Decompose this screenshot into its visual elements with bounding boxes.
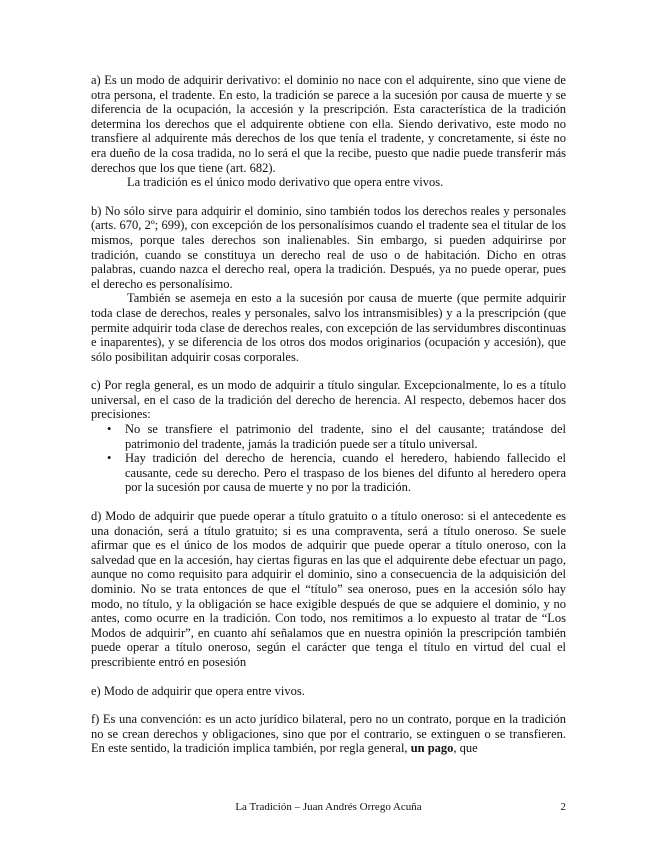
paragraph-d-part1: d) Modo de adquirir que puede operar a título gratuito o a título oneroso: si el antecedente es una donación, será a título gratuito; si es una compraventa, será a título oneroso. Se suele afirmar que es el único de los modos de adquirir que puede operar a título oneroso, con la salvedad que en la accesión, hay ciertas figuras en las que el adquirente debe efectuar un pago, aunque no como requisito para adquirir el dominio, sino a consecuencia de la adquisición del dominio. No se trata entonces de que el	[91, 509, 566, 596]
page-number: 2	[560, 801, 566, 813]
paragraph-f	[91, 712, 566, 756]
footer-title: La Tradición – Juan Andrés Orrego Acuña	[235, 801, 422, 813]
paragraph-d-part2: sea oneroso, pues en la accesión sólo hay modo, no título, y la obligación se hace exigible después de que se adquiere el dominio, y no antes, como ocurre en la tradición. Con todo, nos remitimos a lo expuesto al tratar de “Los Modos de adquirir”, en cuanto ahí señalamos que en nuestra opinión la prescripción también puede operar a título oneroso, según el carácter que tenga el título en virtud del cual el prescribiente entró en posesión	[91, 582, 566, 669]
paragraph-d	[91, 509, 566, 670]
list-item-text: No se transfiere el patrimonio del tradente, sino el del causante; tratándose del patrimonio del tradente, jamás la tradición puede ser a título universal.	[125, 422, 566, 451]
document-body	[91, 73, 566, 756]
paragraph-a: a) Es un modo de adquirir derivativo: el dominio no nace con el adquirente, sino que viene de otra persona, el tradente. En esto, la tradición se parece a la sucesión por causa de muerte y se diferencia de la ocupación, la accesión y la prescripción. Esta característica de la tradición determina los derechos que el adquirente obtiene con ella. Siendo derivativo, este modo no transfiere al adquirente más derechos de los que tenía el tradente, y concretamente, si éste no era dueño de la cosa tradida, no lo será el que la recibe, puesto que nadie puede transferir más derechos que los que tiene (art. 682).	[91, 73, 566, 175]
un-pago-bold: un pago	[410, 741, 454, 756]
paragraph-a-indent: La tradición es el único modo derivativo que opera entre vivos.	[127, 175, 444, 190]
titulo-quote: “título”	[305, 582, 343, 596]
bullet-list	[91, 422, 566, 495]
paragraph-b-indent: También se asemeja en esto a la sucesión por causa de muerte (que permite adquirir toda clase de derechos, reales y personales, salvo los intransmisibles) y a la prescripción (que permite adquirir toda clase de derechos reales, con excepción de las servidumbres discontinuas e inaparentes), y se diferencia de los otros dos modos originarios (ocupación y accesión), que sólo posibilitan adquirir cosas corporales.	[91, 291, 566, 364]
paragraph-b: b) No sólo sirve para adquirir el dominio, sino también todos los derechos reales y personales (arts. 670, 2º; 699), con excepción de los personalísimos cuando el tradente sea el titular de los mismos, porque tales derechos son inalienables. Sin embargo, si pueden adquirirse por tradición, cuando se constituya un derecho real de uso o de habitación. Dicho en otras palabras, cuando nazca el derecho real, opera la tradición. Después, ya no puede operar, pues el derecho es personalísimo.	[91, 203, 566, 291]
paragraph-f-part1: f) Es una convención: es un acto jurídico bilateral, pero no un contrato, porque en la tradición no se crean derechos y obligaciones, sino que por el contrario, se extinguen o se transfieren. En este sentido, la tradición implica también, por regla general,	[91, 712, 566, 756]
paragraph-e: e) Modo de adquirir que opera entre vivos.	[91, 683, 305, 698]
list-item-text: Hay tradición del derecho de herencia, cuando el heredero, habiendo fallecido el causante, cede su derecho. Pero el traspaso de los bienes del difunto al heredero opera por la sucesión por causa de muerte y no por la tradición.	[125, 451, 566, 495]
paragraph-c: c) Por regla general, es un modo de adquirir a título singular. Excepcionalmente, lo es a título universal, en el caso de la tradición del derecho de herencia. Al respecto, debemos hacer dos precisiones:	[91, 378, 566, 422]
list-item	[107, 451, 566, 495]
bullet-icon: •	[107, 422, 112, 437]
list-item	[107, 422, 566, 451]
paragraph-f-part2: , que	[453, 741, 478, 756]
bullet-icon: •	[107, 451, 112, 466]
